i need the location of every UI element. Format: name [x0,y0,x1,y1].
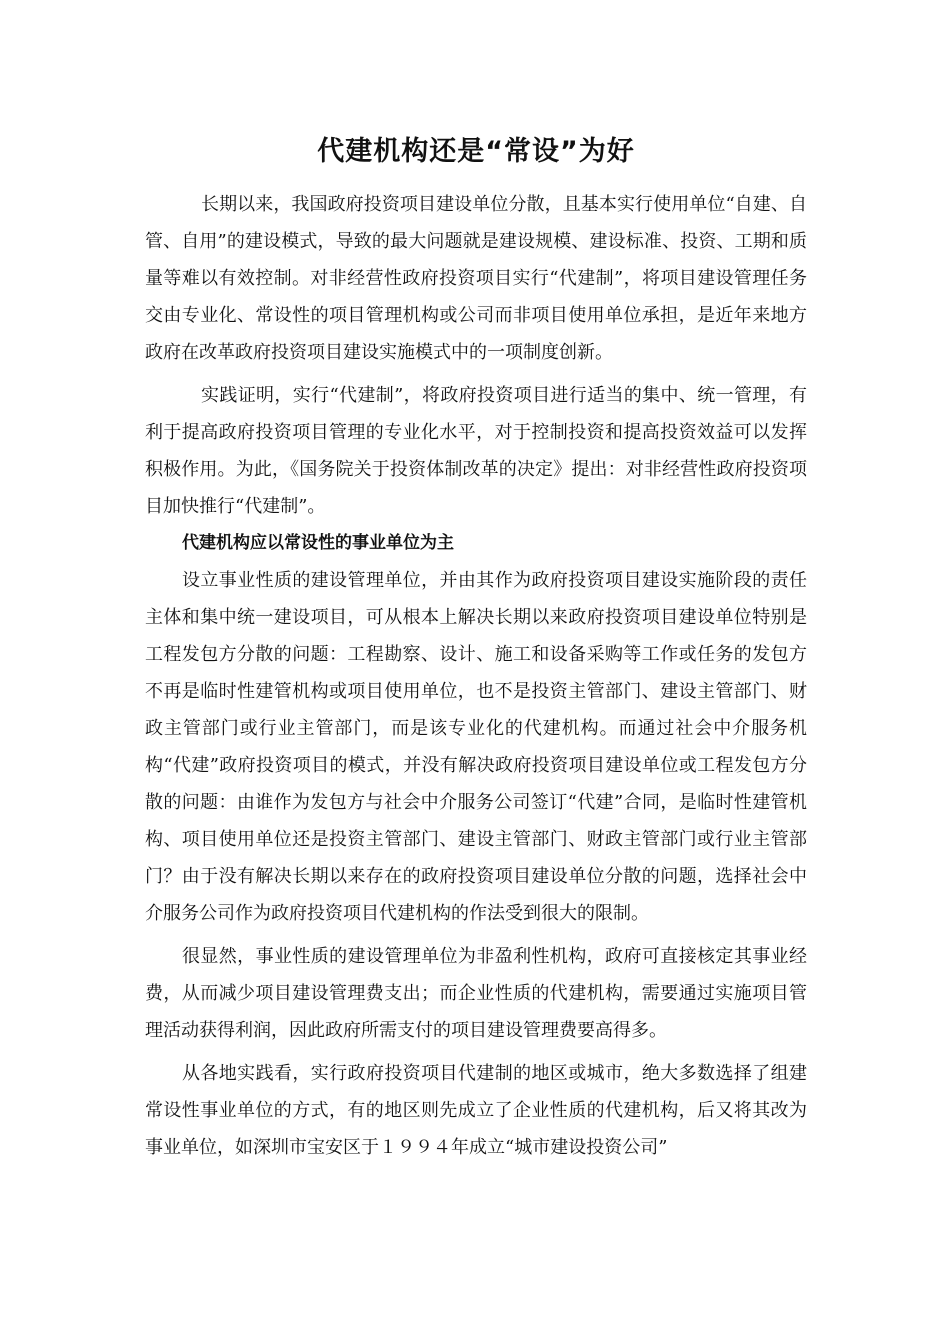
body-paragraph-2: 实践证明，实行“代建制”，将政府投资项目进行适当的集中、统一管理，有利于提高政府投资项目管理的专业化水平，对于控制投资和提高投资效益可以发挥积极作用。为此，《国务院关于投资体制改革的决定》提出：对非经营性政府投资项目加快推行“代建制”。 [145,385,807,517]
body-paragraph-1: 长期以来，我国政府投资项目建设单位分散，且基本实行使用单位“自建、自管、自用”的建设模式，导致的最大问题就是建设规模、建设标准、投资、工期和质量等难以有效控制。对非经营性政府投资项目实行“代建制”，将项目建设管理任务交由专业化、常设性的项目管理机构或公司而非项目使用单位承担，是近年来地方政府在改革政府投资项目建设实施模式中的一项制度创新。 [145,194,807,363]
section-paragraph-1: 设立事业性质的建设管理单位，并由其作为政府投资项目建设实施阶段的责任主体和集中统一建设项目，可从根本上解决长期以来政府投资项目建设单位特别是工程发包方分散的问题：工程勘察、设计、施工和设备采购等工作或任务的发包方不再是临时性建管机构或项目使用单位，也不是投资主管部门、建设主管部门、财政主管部门或行业主管部门，而是该专业化的代建机构。而通过社会中介服务机构“代建”政府投资项目的模式，并没有解决政府投资项目建设单位或工程发包方分散的问题：由谁作为发包方与社会中介服务公司签订“代建”合同，是临时性建管机构、项目使用单位还是投资主管部门、建设主管部门、财政主管部门或行业主管部门？由于没有解决长期以来存在的政府投资项目建设单位分散的问题，选择社会中介服务公司作为政府投资项目代建机构的作法受到很大的限制。 [145,570,807,924]
section-paragraph-3: 从各地实践看，实行政府投资项目代建制的地区或城市，绝大多数选择了组建常设性事业单位的方式，有的地区则先成立了企业性质的代建机构，后又将其改为事业单位，如深圳市宝安区于１９９４年成立“城市建设投资公司” [145,1063,807,1158]
section-paragraph-2: 很显然，事业性质的建设管理单位为非盈利性机构，政府可直接核定其事业经费，从而减少项目建设管理费支出；而企业性质的代建机构，需要通过实施项目管理活动获得利润，因此政府所需支付的项目建设管理费要高得多。 [145,946,807,1041]
document-title: 代建机构还是“常设”为好 [317,136,635,167]
document-page [145,128,807,1166]
section-heading: 代建机构应以常设性的事业单位为主 [182,533,454,553]
